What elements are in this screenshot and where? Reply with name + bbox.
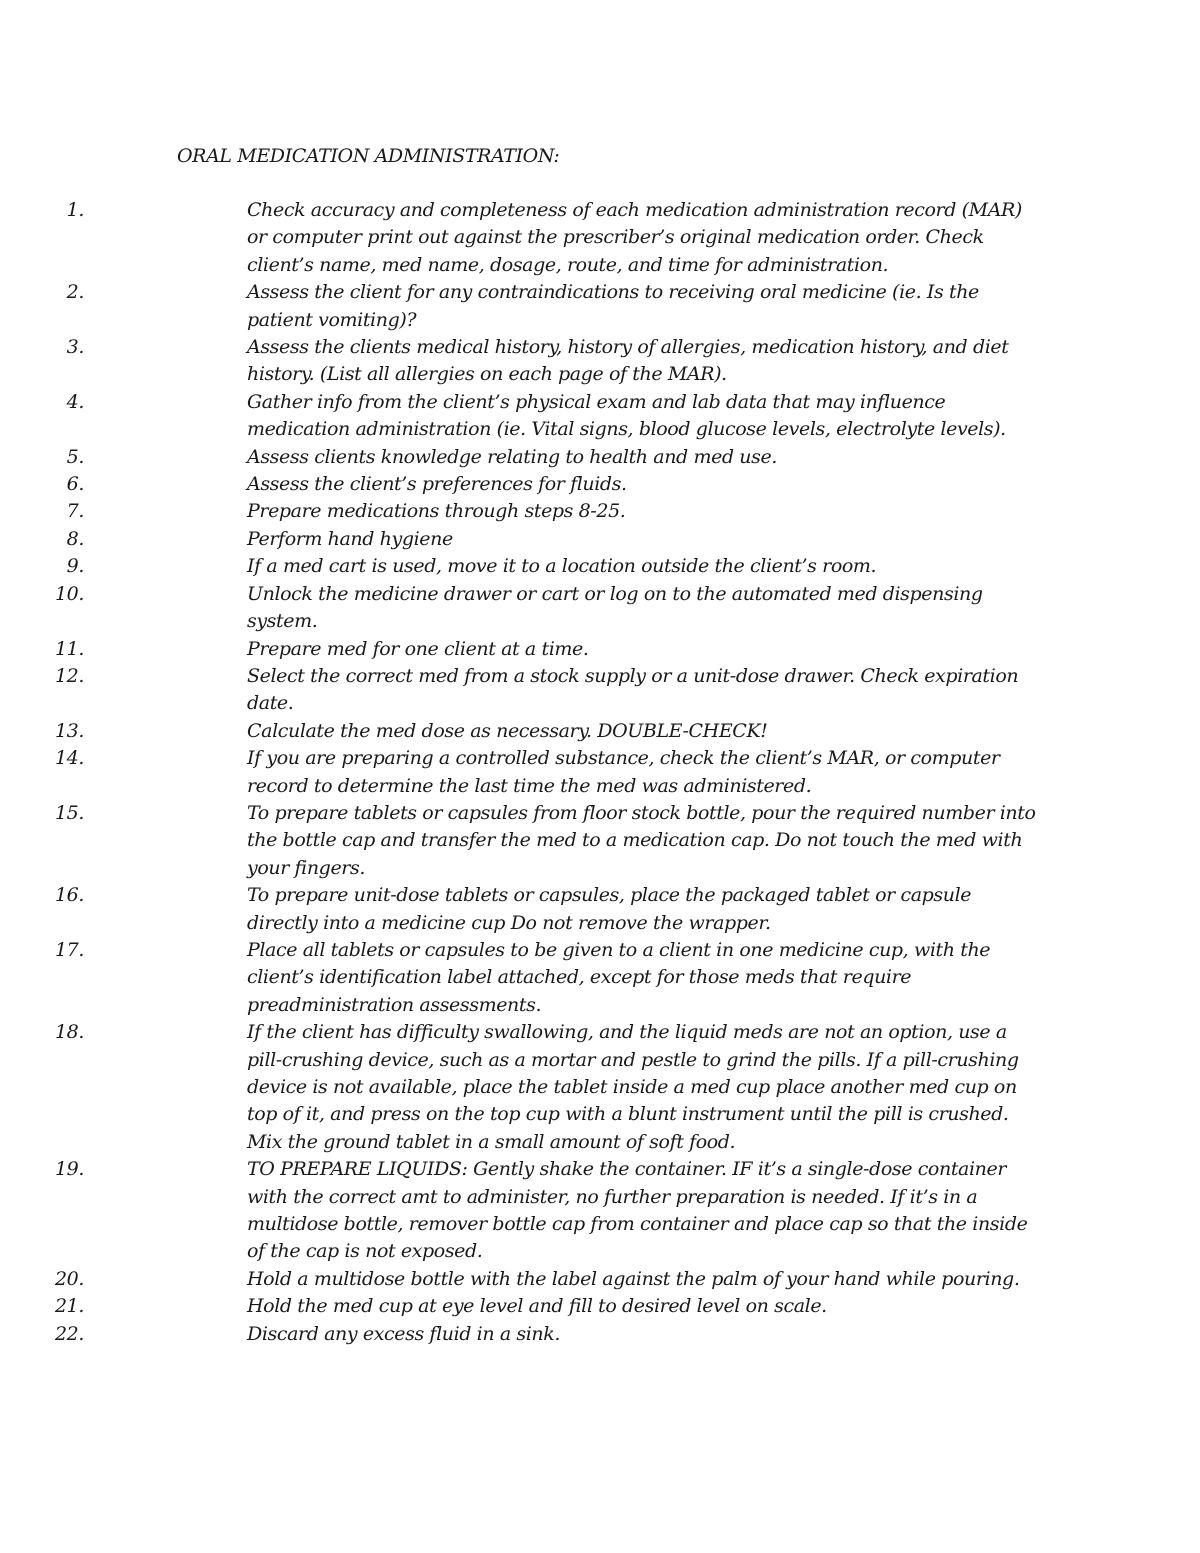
step-text: If the client has difficulty swallowing, and the liquid meds are not an option, use a pill-crushing device, such as a mortar and pestle to grind the pills. If a pill-crushing device is not available, place the tablet inside a med cup place another med cup on top of it, and press on the top cup with a blunt instrument until the pill is crushed. Mix the ground tablet in a small amount of soft food. xyxy=(247,1021,1019,1153)
step-number: 7. xyxy=(66,500,84,523)
step-text: If a med cart is used, move it to a location outside the client’s room. xyxy=(247,555,877,578)
step-text: To prepare unit-dose tablets or capsules, place the packaged tablet or capsule directly into a medicine cup Do not remove the wrapper. xyxy=(247,884,972,934)
step-text: Calculate the med dose as necessary. DOUBLE-CHECK! xyxy=(247,719,768,742)
step-text: Assess the clients medical history, history of allergies, medication history, and diet history. (List all allergies on each page of the MAR). xyxy=(247,336,1009,386)
step-number: 19. xyxy=(54,1158,84,1181)
step-text: Assess clients knowledge relating to health and med use. xyxy=(247,445,777,468)
list-item xyxy=(0,526,1037,553)
step-number: 11. xyxy=(54,637,84,660)
step-text: Unlock the medicine drawer or cart or log on to the automated med dispensing system. xyxy=(247,582,983,633)
step-text: Select the correct med from a stock supply or a unit-dose drawer. Check expiration date. xyxy=(247,664,1019,715)
list-item xyxy=(0,745,1037,800)
step-number: 9. xyxy=(66,555,84,578)
step-text: Assess the client’s preferences for fluids. xyxy=(247,473,627,496)
list-item xyxy=(0,389,1037,444)
step-text: To prepare tablets or capsules from floor stock bottle, pour the required number into the bottle cap and transfer the med to a medication cap. Do not touch the med with your fingers. xyxy=(247,801,1036,879)
list-item xyxy=(0,636,1037,663)
list-item xyxy=(0,663,1037,718)
steps-list xyxy=(0,197,1037,1348)
list-item xyxy=(0,498,1037,525)
step-text: Prepare medications through steps 8-25. xyxy=(247,500,626,523)
step-text: Discard any excess fluid in a sink. xyxy=(247,1322,560,1345)
list-item xyxy=(0,334,1037,389)
list-item xyxy=(0,279,1037,334)
step-text: Hold the med cup at eye level and fill to desired level on scale. xyxy=(247,1295,827,1318)
list-item xyxy=(0,718,1037,745)
step-number: 13. xyxy=(54,719,84,742)
step-number: 6. xyxy=(66,473,84,496)
step-text: Hold a multidose bottle with the label against the palm of your hand while pouring. xyxy=(247,1267,1020,1290)
list-item xyxy=(0,1293,1037,1320)
step-number: 10. xyxy=(54,582,84,605)
step-text: Check accuracy and completeness of each medication administration record (MAR) or computer print out against the prescriber’s original medication order. Check client’s name, med name, dosage, route, and time for administration. xyxy=(247,199,1022,276)
step-number: 14. xyxy=(54,747,84,770)
step-number: 8. xyxy=(66,527,84,550)
step-number: 2. xyxy=(66,281,84,304)
step-number: 22. xyxy=(54,1322,84,1345)
step-number: 3. xyxy=(66,336,84,359)
step-text: Prepare med for one client at a time. xyxy=(247,637,589,660)
list-item xyxy=(0,553,1037,580)
step-number: 12. xyxy=(54,664,84,687)
list-item xyxy=(0,471,1037,498)
list-item xyxy=(0,800,1037,882)
step-number: 21. xyxy=(54,1295,84,1318)
list-item xyxy=(0,1266,1037,1293)
step-text: Gather info from the client’s physical exam and lab data that may influence medication administration (ie. Vital signs, blood glucose levels, electrolyte levels). xyxy=(247,390,1006,441)
document-title: ORAL MEDICATION ADMINISTRATION: xyxy=(177,145,560,167)
step-number: 17. xyxy=(54,938,84,961)
step-text: Place all tablets or capsules to be given to a client in one medicine cup, with the client’s identification label attached, except for those meds that require preadministration assessments. xyxy=(247,938,991,1016)
list-item xyxy=(0,197,1037,279)
list-item xyxy=(0,937,1037,1019)
list-item xyxy=(0,581,1037,636)
step-number: 4. xyxy=(66,390,84,413)
step-text: TO PREPARE LIQUIDS: Gently shake the container. IF it’s a single-dose container with the correct amt to administer, no further preparation is needed. If it’s in a multidose bottle, remover bottle cap from container and place cap so that the inside of the cap is not exposed. xyxy=(247,1158,1028,1263)
step-number: 18. xyxy=(54,1021,84,1044)
step-number: 15. xyxy=(54,801,84,824)
list-item xyxy=(0,882,1037,937)
step-number: 20. xyxy=(54,1267,84,1290)
list-item xyxy=(0,444,1037,471)
step-number: 16. xyxy=(54,884,84,907)
step-text: Perform hand hygiene xyxy=(247,527,453,550)
list-item xyxy=(0,1321,1037,1348)
step-text: Assess the client for any contraindications to receiving oral medicine (ie. Is the patient vomiting)? xyxy=(247,281,979,331)
step-number: 1. xyxy=(66,199,84,221)
step-number: 5. xyxy=(66,445,84,468)
list-item xyxy=(0,1019,1037,1156)
list-item xyxy=(0,1156,1037,1266)
step-text: If you are preparing a controlled substance, check the client’s MAR, or computer record to determine the last time the med was administered. xyxy=(247,747,1000,797)
